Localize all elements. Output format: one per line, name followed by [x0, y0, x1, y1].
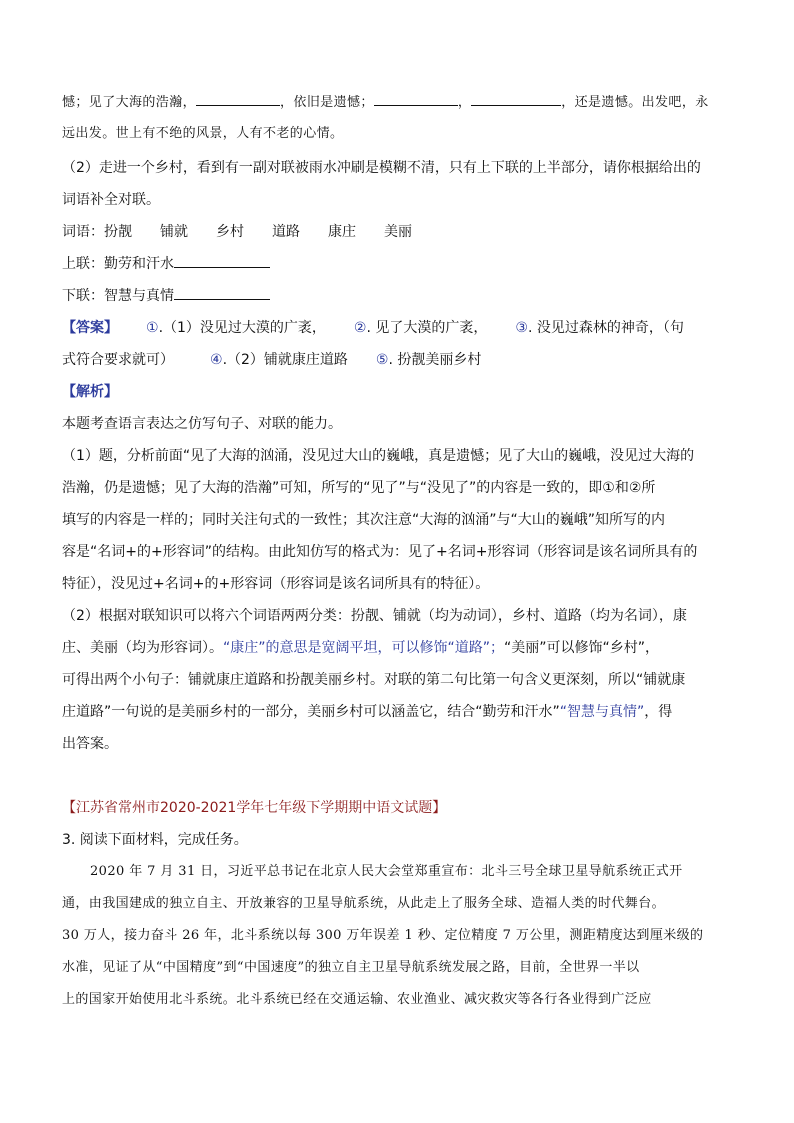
analysis-highlight: “智慧与真情” [559, 704, 645, 720]
answer-label: 【答案】 [62, 320, 118, 336]
source-years: 2020-2021 [160, 800, 237, 816]
analysis-line-10 [62, 702, 734, 722]
blank-2[interactable] [374, 92, 458, 106]
circle-num: ③ [515, 320, 528, 336]
poem-line-1 [62, 92, 734, 112]
word: 康庄 [328, 224, 356, 240]
blank-1[interactable] [196, 92, 280, 106]
answer-text: . 见了大漠的广袤， [366, 320, 488, 336]
couplet-lower-blank[interactable] [174, 286, 270, 300]
q3-passage-line: 水准，见证了从“中国精度”到“中国速度”的独立自主卫星导航系统发展之路，目前，全世界一半以 [62, 960, 640, 975]
q3-title: 3. 阅读下面材料，完成任务。 [62, 832, 248, 848]
source-text: 学年七年级下学期期中语文试题】 [236, 800, 447, 816]
source-text: 【江苏省常州市 [62, 800, 160, 816]
analysis-text: ，得 [644, 704, 673, 720]
analysis-text: 庄、美丽（均为形容词）。 [62, 640, 223, 656]
couplet-lower-text: 下联：智慧与真情 [62, 288, 174, 304]
analysis-line: 填写的内容是一样的；同时关注句式的一致性；其次注意“大海的汹涌”与“大山的巍峨”知所写的内 [62, 512, 666, 528]
blank-3[interactable] [471, 92, 561, 106]
poem-text: ，依旧是遗憾； [280, 95, 374, 110]
q3-passage-line: 30 万人，接力奋斗 26 年，北斗系统以每 300 万年误差 1 秒、定位精度 7 万公里，测距精度达到厘米级的 [62, 928, 704, 943]
answer-line-2 [62, 350, 734, 370]
analysis-line-8 [62, 638, 734, 658]
analysis-label: 【解析】 [62, 384, 118, 400]
poem-text: ，还是遗憾。出发吧，永 [561, 95, 709, 110]
circle-num: ② [353, 320, 367, 336]
analysis-line: （2）根据对联知识可以将六个词语两两分类：扮靓、铺就（均为动词），乡村、道路（均为名词），康 [62, 608, 687, 624]
words-label: 词语： [62, 224, 104, 240]
word: 乡村 [216, 224, 244, 240]
source-heading [62, 798, 734, 818]
analysis-line: 容是“名词+的+形容词”的结构。由此知仿写的格式为：见了+名词+形容词（形容词是该名词所具有的 [62, 544, 698, 560]
q2-line-2: 词语补全对联。 [62, 192, 160, 208]
q2-words [62, 222, 734, 242]
poem-text: 憾；见了大海的浩瀚， [62, 95, 197, 110]
analysis-line: 本题考查语言表达之仿写句子、对联的能力。 [62, 416, 342, 432]
analysis-text: “美丽”可以修饰“乡村”， [504, 640, 660, 656]
word: 美丽 [384, 224, 412, 240]
word: 铺就 [160, 224, 188, 240]
q3-passage-line: 上的国家开始使用北斗系统。北斗系统已经在交通运输、农业渔业、减灾救灾等各行各业得到广泛应 [62, 992, 652, 1007]
q2-line-1: （2）走进一个乡村，看到有一副对联被雨水冲刷是模糊不清，只有上下联的上半部分，请你根据给出的 [62, 160, 701, 176]
answer-text: . 扮靓美丽乡村 [388, 352, 482, 368]
q3-passage-line: 通，由我国建成的独立自主、开放兼容的卫星导航系统，从此走上了服务全球、造福人类的时代舞台。 [62, 896, 666, 911]
answer-line-1 [62, 318, 734, 338]
poem-text: ， [457, 95, 472, 110]
circle-num: ⑤ [375, 352, 389, 368]
circle-num: ④ [210, 352, 223, 368]
analysis-line: 浩瀚，仍是遗憾；见了大海的浩瀚”可知，所写的“见了”与“没见了”的内容是一致的，即①和②所 [62, 480, 656, 496]
couplet-upper-blank[interactable] [174, 254, 270, 268]
analysis-highlight: “康庄”的意思是宽阔平坦，可以修饰“道路”； [223, 640, 505, 656]
circle-num: ① [146, 320, 159, 336]
analysis-text: 庄道路”一句说的是美丽乡村的一部分，美丽乡村可以涵盖它，结合“勤劳和汗水” [62, 704, 560, 720]
couplet-upper [62, 254, 734, 274]
poem-line-2: 远出发。世上有不绝的风景，人有不老的心情。 [62, 126, 344, 141]
couplet-lower [62, 286, 734, 306]
answer-text: . 没见过森林的神奇，（句 [527, 320, 684, 336]
answer-text: .（2）铺就康庄道路 [222, 352, 348, 368]
word: 道路 [272, 224, 300, 240]
couplet-upper-text: 上联：勤劳和汗水 [62, 256, 174, 272]
analysis-line: 出答案。 [62, 736, 118, 752]
analysis-line: 特征），没见过+名词+的+形容词（形容词是该名词所具有的特征）。 [62, 576, 490, 592]
answer-text: 式符合要求就可） [62, 352, 174, 368]
answer-text: .（1）没见过大漠的广袤， [158, 320, 326, 336]
word: 扮靓 [104, 224, 132, 240]
q3-passage-line: 2020 年 7 月 31 日，习近平总书记在北京人民大会堂郑重宣布：北斗三号全球卫星导航系统正式开 [90, 864, 683, 879]
analysis-line: （1）题，分析前面“见了大海的汹涌，没见过大山的巍峨，真是遗憾；见了大山的巍峨，没见过大海的 [62, 448, 695, 464]
analysis-line: 可得出两个小句子：铺就康庄道路和扮靓美丽乡村。对联的第二句比第一句含义更深刻，所以“铺就康 [62, 672, 686, 688]
document-page [62, 92, 734, 1010]
